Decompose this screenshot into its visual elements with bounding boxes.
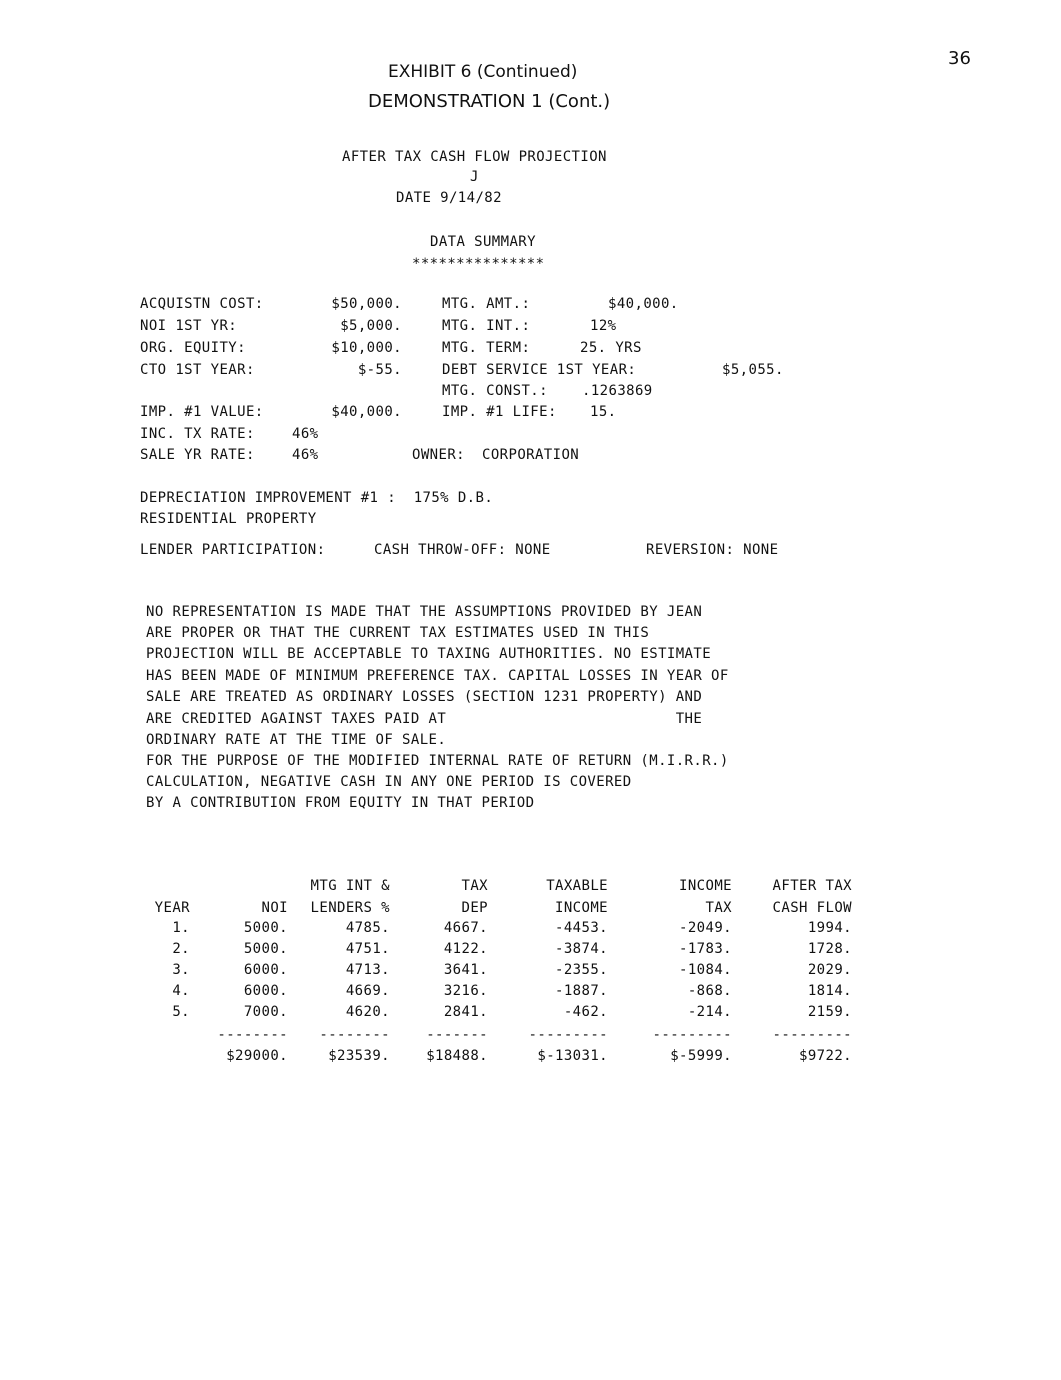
mtg-amt-label: MTG. AMT.: xyxy=(442,296,531,312)
table-separator: --------- xyxy=(772,1027,852,1043)
table-cell: 2841. xyxy=(443,1004,488,1020)
table-cell: -462. xyxy=(563,1004,608,1020)
table-cell: -3874. xyxy=(555,941,608,957)
sale-yr-label: SALE YR RATE: xyxy=(140,447,255,463)
table-cell: 4. xyxy=(172,983,190,999)
table-cell: 7000. xyxy=(243,1004,288,1020)
table-header-top: AFTER TAX xyxy=(772,878,852,894)
sale-yr-value: 46% xyxy=(292,447,319,463)
mtg-const-value: .1263869 xyxy=(582,383,653,399)
mtg-term-label: MTG. TERM: xyxy=(442,340,531,356)
table-cell: 1814. xyxy=(807,983,852,999)
note-line: NO REPRESENTATION IS MADE THAT THE ASSUMPTIONS PROVIDED BY JEAN xyxy=(146,604,703,620)
table-total: $-13031. xyxy=(537,1048,608,1064)
note-line: CALCULATION, NEGATIVE CASH IN ANY ONE PERIOD IS COVERED xyxy=(146,774,632,790)
table-total: $23539. xyxy=(328,1048,390,1064)
table-cell: -4453. xyxy=(555,920,608,936)
table-separator: -------- xyxy=(217,1027,288,1043)
table-cell: 4785. xyxy=(345,920,390,936)
demonstration-title: DEMONSTRATION 1 (Cont.) xyxy=(368,91,611,112)
page-number: 36 xyxy=(948,48,971,69)
exhibit-title: EXHIBIT 6 (Continued) xyxy=(388,62,578,82)
imp-life-label: IMP. #1 LIFE: xyxy=(442,404,557,420)
table-header-top: INCOME xyxy=(679,878,732,894)
table-cell: 2159. xyxy=(807,1004,852,1020)
cash-throw-off: CASH THROW-OFF: NONE xyxy=(374,542,551,558)
table-header: YEAR xyxy=(154,900,190,916)
table-total: $-5999. xyxy=(670,1048,732,1064)
stars-divider: *************** xyxy=(412,256,545,272)
table-total: $9722. xyxy=(799,1048,852,1064)
table-cell: 4122. xyxy=(443,941,488,957)
inc-tx-label: INC. TX RATE: xyxy=(140,426,255,442)
table-cell: -1084. xyxy=(679,962,732,978)
table-cell: -1887. xyxy=(555,983,608,999)
table-cell: 4667. xyxy=(443,920,488,936)
table-cell: 5000. xyxy=(243,941,288,957)
equity-value: $10,000. xyxy=(331,340,402,356)
table-separator: -------- xyxy=(319,1027,390,1043)
date-line: DATE 9/14/82 xyxy=(396,190,502,206)
depreciation-line: DEPRECIATION IMPROVEMENT #1 : 175% D.B. xyxy=(140,490,494,506)
table-cell: 1. xyxy=(172,920,190,936)
table-cell: -2355. xyxy=(555,962,608,978)
table-separator: --------- xyxy=(652,1027,732,1043)
table-header: LENDERS % xyxy=(310,900,390,916)
reversion: REVERSION: NONE xyxy=(646,542,779,558)
noi-value: $5,000. xyxy=(340,318,402,334)
table-cell: 4713. xyxy=(345,962,390,978)
table-cell: 4669. xyxy=(345,983,390,999)
table-total: $18488. xyxy=(426,1048,488,1064)
acq-cost-label: ACQUISTN COST: xyxy=(140,296,264,312)
note-line: ARE PROPER OR THAT THE CURRENT TAX ESTIMATES USED IN THIS xyxy=(146,625,650,641)
mtg-int-label: MTG. INT.: xyxy=(442,318,531,334)
table-cell: 3216. xyxy=(443,983,488,999)
residential-line: RESIDENTIAL PROPERTY xyxy=(140,511,317,527)
table-header-top: MTG INT & xyxy=(310,878,390,894)
lender-participation-label: LENDER PARTICIPATION: xyxy=(140,542,326,558)
table-separator: ------- xyxy=(426,1027,488,1043)
table-cell: 2. xyxy=(172,941,190,957)
cto-value: $-55. xyxy=(357,362,402,378)
note-line: BY A CONTRIBUTION FROM EQUITY IN THAT PERIOD xyxy=(146,795,535,811)
imp-value-label: IMP. #1 VALUE: xyxy=(140,404,264,420)
acq-cost-value: $50,000. xyxy=(331,296,402,312)
mtg-const-label: MTG. CONST.: xyxy=(442,383,548,399)
table-cell: 2029. xyxy=(807,962,852,978)
table-cell: 5000. xyxy=(243,920,288,936)
table-header: INCOME xyxy=(555,900,608,916)
debt-service-value: $5,055. xyxy=(722,362,784,378)
table-cell: 6000. xyxy=(243,983,288,999)
table-cell: 1728. xyxy=(807,941,852,957)
table-cell: 3. xyxy=(172,962,190,978)
note-line: PROJECTION WILL BE ACCEPTABLE TO TAXING AUTHORITIES. NO ESTIMATE xyxy=(146,646,712,662)
mtg-int-value: 12% xyxy=(590,318,617,334)
table-cell: -868. xyxy=(687,983,732,999)
inc-tx-value: 46% xyxy=(292,426,319,442)
imp-value-value: $40,000. xyxy=(331,404,402,420)
debt-service-label: DEBT SERVICE 1ST YEAR: xyxy=(442,362,637,378)
table-separator: --------- xyxy=(528,1027,608,1043)
table-cell: 4751. xyxy=(345,941,390,957)
note-line: ORDINARY RATE AT THE TIME OF SALE. xyxy=(146,732,447,748)
table-cell: 1994. xyxy=(807,920,852,936)
imp-life-value: 15. xyxy=(590,404,617,420)
mtg-term-value: 25. YRS xyxy=(580,340,642,356)
table-cell: 5. xyxy=(172,1004,190,1020)
mtg-amt-value: $40,000. xyxy=(608,296,679,312)
table-cell: -2049. xyxy=(679,920,732,936)
owner-label: OWNER: xyxy=(412,447,465,463)
table-cell: -214. xyxy=(687,1004,732,1020)
projection-sub: J xyxy=(470,169,479,185)
note-line: ARE CREDITED AGAINST TAXES PAID AT THE xyxy=(146,711,703,727)
noi-label: NOI 1ST YR: xyxy=(140,318,238,334)
equity-label: ORG. EQUITY: xyxy=(140,340,246,356)
table-cell: 3641. xyxy=(443,962,488,978)
table-cell: -1783. xyxy=(679,941,732,957)
table-header-top: TAX xyxy=(461,878,488,894)
table-header: TAX xyxy=(705,900,732,916)
owner-value: CORPORATION xyxy=(482,447,580,463)
note-line: SALE ARE TREATED AS ORDINARY LOSSES (SECTION 1231 PROPERTY) AND xyxy=(146,689,703,705)
cto-label: CTO 1ST YEAR: xyxy=(140,362,255,378)
table-total: $29000. xyxy=(226,1048,288,1064)
data-summary-title: DATA SUMMARY xyxy=(430,234,536,250)
note-line: FOR THE PURPOSE OF THE MODIFIED INTERNAL RATE OF RETURN (M.I.R.R.) xyxy=(146,753,729,769)
table-cell: 6000. xyxy=(243,962,288,978)
table-header-top: TAXABLE xyxy=(546,878,608,894)
note-line: HAS BEEN MADE OF MINIMUM PREFERENCE TAX. CAPITAL LOSSES IN YEAR OF xyxy=(146,668,729,684)
projection-title: AFTER TAX CASH FLOW PROJECTION xyxy=(342,149,607,165)
table-header: CASH FLOW xyxy=(772,900,852,916)
table-header: DEP xyxy=(461,900,488,916)
table-header: NOI xyxy=(261,900,288,916)
table-cell: 4620. xyxy=(345,1004,390,1020)
